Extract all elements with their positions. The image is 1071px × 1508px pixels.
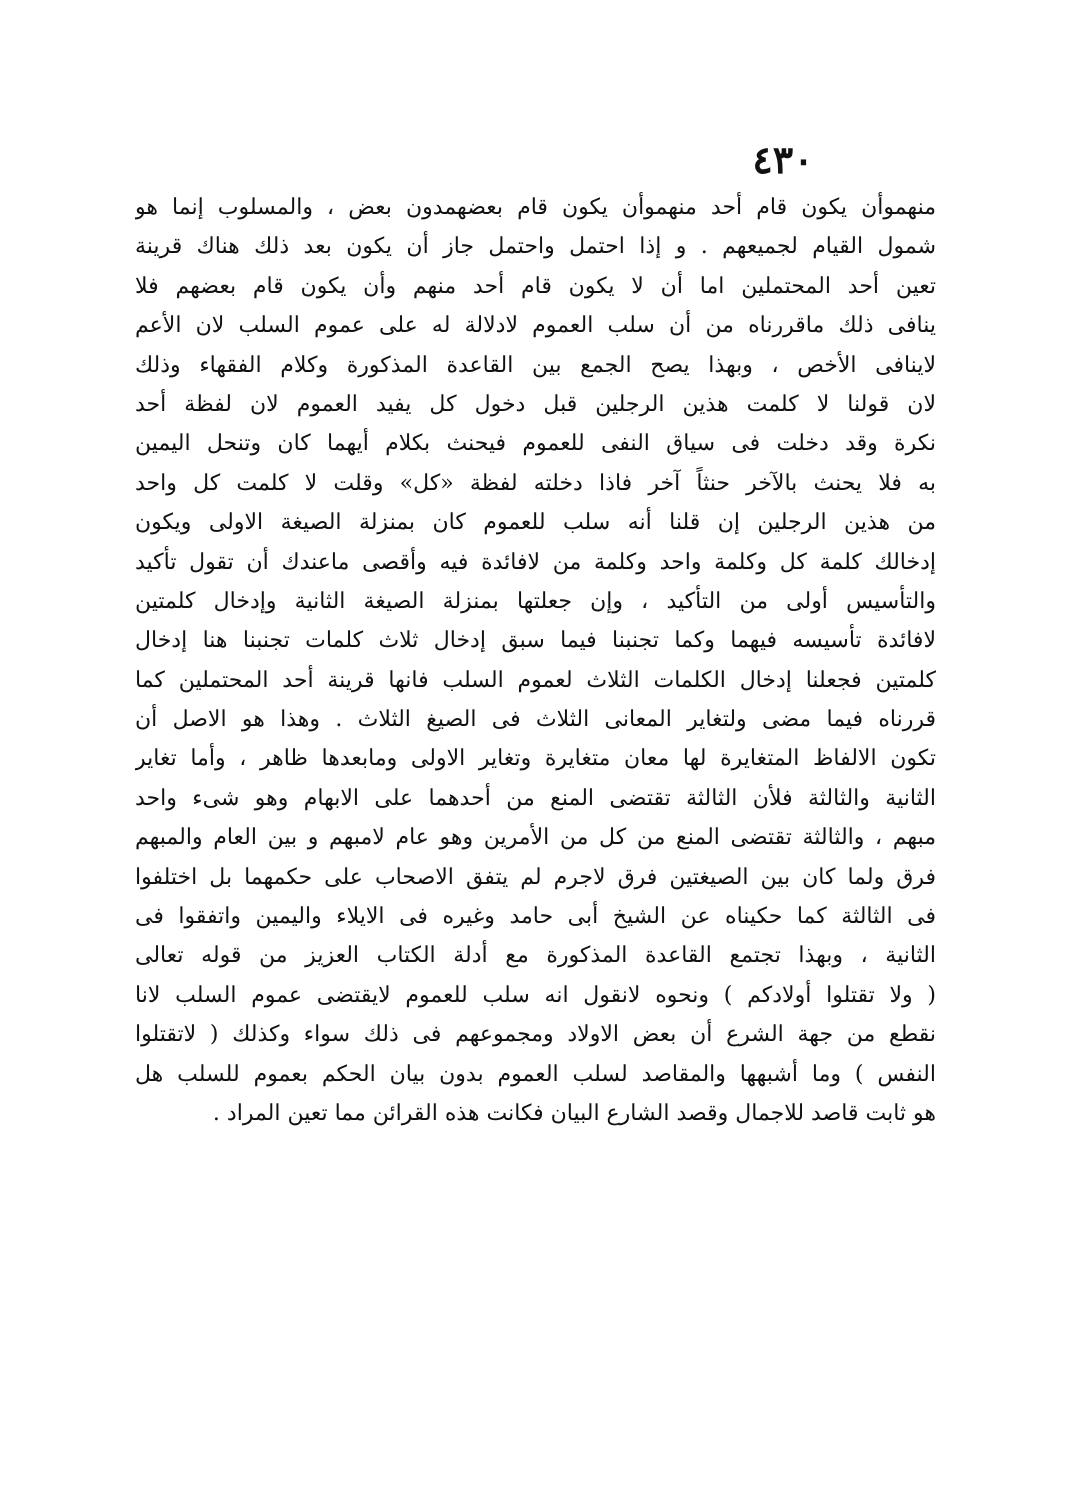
- text-line: ( ولا تقتلوا أولادكم ) ونحوه لانقول انه سلب للعموم لايقتضى عموم السلب لانا: [135, 982, 936, 1008]
- text-line: لان قولنا لا كلمت هذين الرجلين قبل دخول كل يفيد العموم لان لفظة أحد: [135, 391, 936, 417]
- text-line: من هذين الرجلين إن قلنا أنه سلب للعموم كان بمنزلة الصيغة الاولى ويكون: [135, 510, 936, 536]
- text-line: إدخالك كلمة كل وكلمة واحد وكلمة من لافائدة فيه وأقصى ماعندك أن تقول تأكيد: [135, 549, 936, 575]
- text-line: منهموأن يكون قام أحد منهموأن يكون قام بعضهمدون بعض ، والمسلوب إنما هو: [135, 195, 936, 220]
- text-line: قررناه فيما مضى ولتغاير المعانى الثلاث فى الصيغ الثلاث . وهذا هو الاصل أن: [135, 707, 936, 733]
- text-line: لافائدة تأسيسه فيهما وكما تجنبنا فيما سبق إدخال ثلاث كلمات تجنبنا هنا إدخال: [135, 628, 936, 654]
- text-line: فرق ولما كان بين الصيغتين فرق لاجرم لم يتفق الاصحاب على حكمهما بل اختلفوا: [135, 864, 936, 890]
- text-line: نكرة وقد دخلت فى سياق النفى للعموم فيحنث بكلام أيهما كان وتنحل اليمين: [135, 431, 936, 457]
- text-line: الثانية ، وبهذا تجتمع القاعدة المذكورة مع أدلة الكتاب العزيز من قوله تعالى: [135, 943, 936, 969]
- text-line: فى الثالثة كما حكيناه عن الشيخ أبى حامد وغيره فى الايلاء واليمين واتفقوا فى: [135, 904, 936, 930]
- text-line: هو ثابت قاصد للاجمال وقصد الشارع البيان فكانت هذه القرائن مما تعين المراد .: [212, 1100, 936, 1126]
- body-text: [135, 188, 936, 1133]
- text-line: لاينافى الأخص ، وبهذا يصح الجمع بين القاعدة المذكورة وكلام الفقهاء وذلك: [135, 352, 936, 378]
- text-line: تعين أحد المحتملين اما أن لا يكون قام أحد منهم وأن يكون قام بعضهم فلا: [135, 273, 936, 299]
- page-number: ٤٣٠: [752, 137, 814, 182]
- text-line: والتأسيس أولى من التأكيد ، وإن جعلتها بمنزلة الصيغة الثانية وإدخال كلمتين: [135, 588, 936, 614]
- text-line: نقطع من جهة الشرع أن بعض الاولاد ومجموعهم فى ذلك سواء وكذلك ( لاتقتلوا: [135, 1022, 936, 1048]
- text-line: ينافى ذلك ماقررناه من أن سلب العموم لادلالة له على عموم السلب لان الأعم: [135, 313, 936, 339]
- text-line: النفس ) وما أشبهها والمقاصد لسلب العموم بدون بيان الحكم بعموم للسلب هل: [135, 1061, 936, 1087]
- text-line: تكون الالفاظ المتغايرة لها معان متغايرة وتغاير الاولى ومابعدها ظاهر ، وأما تغاير: [135, 746, 936, 772]
- text-line: شمول القيام لجميعهم . و إذا احتمل واحتمل جاز أن يكون بعد ذلك هناك قرينة: [135, 234, 936, 260]
- text-line: به فلا يحنث بالآخر حنثاً آخر فاذا دخلته لفظة «كل» وقلت لا كلمت كل واحد: [135, 470, 936, 496]
- text-line: كلمتين فجعلنا إدخال الكلمات الثلاث لعموم السلب فانها قرينة أحد المحتملين كما: [135, 667, 936, 693]
- text-line: الثانية والثالثة فلأن الثالثة تقتضى المنع من أحدهما على الابهام وهو شىء واحد: [135, 785, 936, 811]
- text-line: مبهم ، والثالثة تقتضى المنع من كل من الأمرين وهو عام لامبهم و بين العام والمبهم: [135, 825, 936, 851]
